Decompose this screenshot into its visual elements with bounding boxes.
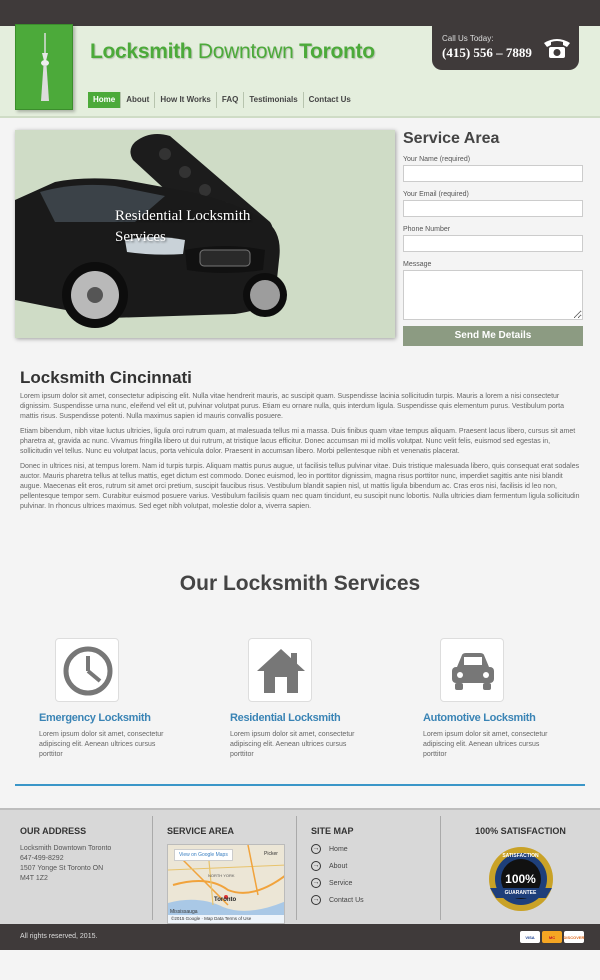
arrow-circle-icon: →: [312, 896, 320, 903]
sitemap-label: Service: [329, 879, 353, 887]
nav-contact-us[interactable]: Contact Us: [308, 95, 351, 104]
service-text: Lorem ipsum dolor sit amet, consectetur adipiscing elit. Aenean ultrices cursus porttitor: [39, 731, 164, 758]
arrow-circle-icon: →: [312, 845, 320, 852]
sitemap-link-contact[interactable]: [311, 895, 440, 905]
arrow-circle-icon: →: [312, 862, 320, 869]
phone-label: Phone Number: [403, 226, 451, 233]
footer-service-area: [153, 816, 297, 920]
map-label: Toronto: [214, 897, 237, 903]
badge-bottom-text: GUARANTEE: [504, 890, 537, 896]
service-automotive[interactable]: [400, 638, 560, 760]
sitemap-link-about[interactable]: [311, 861, 440, 871]
sitemap-label: Contact Us: [329, 896, 364, 904]
main-paragraph: Lorem ipsum dolor sit amet, consectetur adipiscing elit. Nulla vitae hendrerit mauris, ac suscipit quam. Suspendisse lacinia sollicitudin turpis. Mauris a lorem a nisi consectetur dignissim. Suspendisse urna nunc, eleifend vel elit ut, pulvinar volutpat purus. Etiam eu ornare nulla, quis interdum ligula. Suspendisse quis elementum purus. Vestibulum porta mattis risus. Suspendisse potenti. Nulla maximus sapien id mauris convallis posuere.: [20, 393, 564, 420]
footer-satisfaction: [441, 816, 600, 920]
service-residential[interactable]: [208, 638, 368, 760]
email-input[interactable]: [403, 200, 583, 217]
arrow-circle-icon: →: [312, 879, 320, 886]
services-title: Our Locksmith Services: [179, 572, 421, 595]
main-nav: [88, 92, 356, 108]
service-icon-box: [248, 638, 312, 702]
message-label: Message: [403, 261, 432, 268]
discover-card-icon: DISCOVER: [564, 931, 584, 943]
view-google-maps-link[interactable]: View on Google Maps: [174, 849, 233, 861]
top-bar: [0, 0, 600, 26]
nav-how-it-works[interactable]: How It Works: [155, 92, 217, 108]
nav-home[interactable]: Home: [88, 92, 121, 108]
email-label: Your Email (required): [403, 191, 469, 198]
copyright-text: All rights reserved, 2015.: [20, 933, 98, 940]
address-line: Locksmith Downtown Toronto: [20, 845, 112, 852]
footer-address: [0, 816, 153, 920]
message-textarea[interactable]: [403, 270, 583, 320]
title-part-1: Locksmith: [90, 40, 193, 63]
footer-site-map: [297, 816, 441, 920]
site-logo[interactable]: [15, 24, 73, 110]
map-label: NORTH YORK: [208, 873, 235, 878]
call-label: Call Us Today:: [442, 34, 494, 43]
sitemap-link-service[interactable]: [311, 878, 440, 888]
title-part-3: Toronto: [299, 40, 375, 63]
call-box[interactable]: [432, 26, 579, 70]
footer-heading: OUR ADDRESS: [20, 826, 87, 836]
hero-caption: Residential Locksmith Services: [115, 208, 251, 245]
main-paragraph: Etiam bibendum, nibh vitae luctus ultricies, ligula orci rutrum quam, at malesuada tellus mi a massa. Duis finibus quam vitae tempus aliquam. Praesent lacus libero, cursus sit amet pharetra at, gravida ac nunc. Vivamus fringilla libero ut dui rutrum, at tristique lacus efficitur. Donec accumsan mi id mollis volutpat. Nunc velit felis, euismod sed egestas in, sollicitudin vel tellus. Nunc eu volutpat lacus, porta vehicula dolor. Praesent in accumsan libero. Morbi pellentesque nibh et venenatis placerat.: [20, 428, 576, 455]
sidebar-title: Service Area: [403, 130, 500, 147]
sitemap-label: Home: [329, 845, 348, 853]
call-number[interactable]: (415) 556 – 7889: [442, 45, 532, 60]
service-name[interactable]: Emergency Locksmith: [39, 712, 151, 724]
site-title[interactable]: [90, 40, 375, 64]
main-paragraph: Donec in ultrices nisi, at tempus lorem. Nam id turpis turpis. Aliquam mattis purus augue, ut facilisis tellus pulvinar vitae. Duis tristique malesuada libero, quis consequat erat sodales auctor. Mauris pharetra tellus at tellus mattis, eget dictum est commodo. Donec euismod, leo in porttitor dignissim, magna risus porttitor nunc, imperdiet sagittis ante nisi blandit augue. Maecenas elit eros, rutrum sit amet orci pretium, suscipit faucibus risus. Vestibulum blandit sapien nisl, ut mattis ligula bibendum ac. Cras eros nisi, facilisis id leo non, pellentesque tempor sem. Curabitur euismod posuere varius. Vestibulum facilisis quam nec quam tincidunt, eu suscipit nunc lobortis. Nulla ultricies diam fermentum ligula sollicitudin pulvinar. In rhoncus ultrices maximus. Sed eget nibh volutpat, molestie dolor a, viverra sapien.: [20, 463, 580, 510]
main-content: [20, 368, 580, 517]
service-name[interactable]: Automotive Locksmith: [423, 712, 536, 724]
mastercard-icon: MC: [542, 931, 562, 943]
address-line: 647-499-8292: [20, 855, 64, 862]
name-label: Your Name (required): [403, 156, 471, 163]
footer-heading: 100% SATISFACTION: [475, 826, 566, 836]
house-icon: [255, 645, 307, 697]
payment-cards: [520, 931, 584, 943]
footer: [0, 808, 600, 924]
visa-card-icon: VISA: [520, 931, 540, 943]
badge-mid-text: 100%: [505, 872, 536, 886]
badge-top-text: SATISFACTION: [502, 853, 539, 859]
map-attribution: ©2015 Google · Map Data Terms of Use: [168, 915, 285, 923]
nav-testimonials[interactable]: Testimonials: [244, 92, 303, 108]
map-label: Mississauga: [170, 909, 198, 915]
address-line: 1507 Yonge St Toronto ON: [20, 865, 104, 872]
section-divider: [15, 784, 585, 786]
contact-sidebar: [403, 130, 583, 346]
service-icon-box: [55, 638, 119, 702]
clock-icon: [62, 645, 114, 697]
nav-faq[interactable]: FAQ: [217, 92, 244, 108]
service-text: Lorem ipsum dolor sit amet, consectetur adipiscing elit. Aenean ultrices cursus porttitor: [423, 731, 548, 758]
service-name[interactable]: Residential Locksmith: [230, 712, 341, 724]
bottom-bar: [0, 924, 600, 950]
title-part-2: Downtown: [197, 40, 294, 63]
nav-about[interactable]: About: [121, 92, 155, 108]
service-area-map[interactable]: [167, 844, 285, 924]
map-label: Picker: [264, 851, 278, 857]
cn-tower-icon: [30, 31, 60, 103]
sitemap-label: About: [329, 862, 348, 870]
footer-heading: SERVICE AREA: [167, 826, 235, 836]
satisfaction-badge: [486, 844, 556, 914]
sitemap-link-home[interactable]: [311, 844, 440, 854]
phone-icon: [542, 34, 572, 60]
phone-input[interactable]: [403, 235, 583, 252]
footer-heading: SITE MAP: [311, 826, 354, 836]
address-line: M4T 1Z2: [20, 875, 48, 882]
service-emergency[interactable]: [15, 638, 175, 760]
send-details-button[interactable]: Send Me Details: [403, 326, 583, 346]
main-heading: Locksmith Cincinnati: [20, 368, 192, 387]
car-icon: [447, 645, 499, 697]
hero-slider[interactable]: [15, 130, 395, 338]
name-input[interactable]: [403, 165, 583, 182]
service-icon-box: [440, 638, 504, 702]
service-text: Lorem ipsum dolor sit amet, consectetur adipiscing elit. Aenean ultrices cursus porttitor: [230, 731, 355, 758]
